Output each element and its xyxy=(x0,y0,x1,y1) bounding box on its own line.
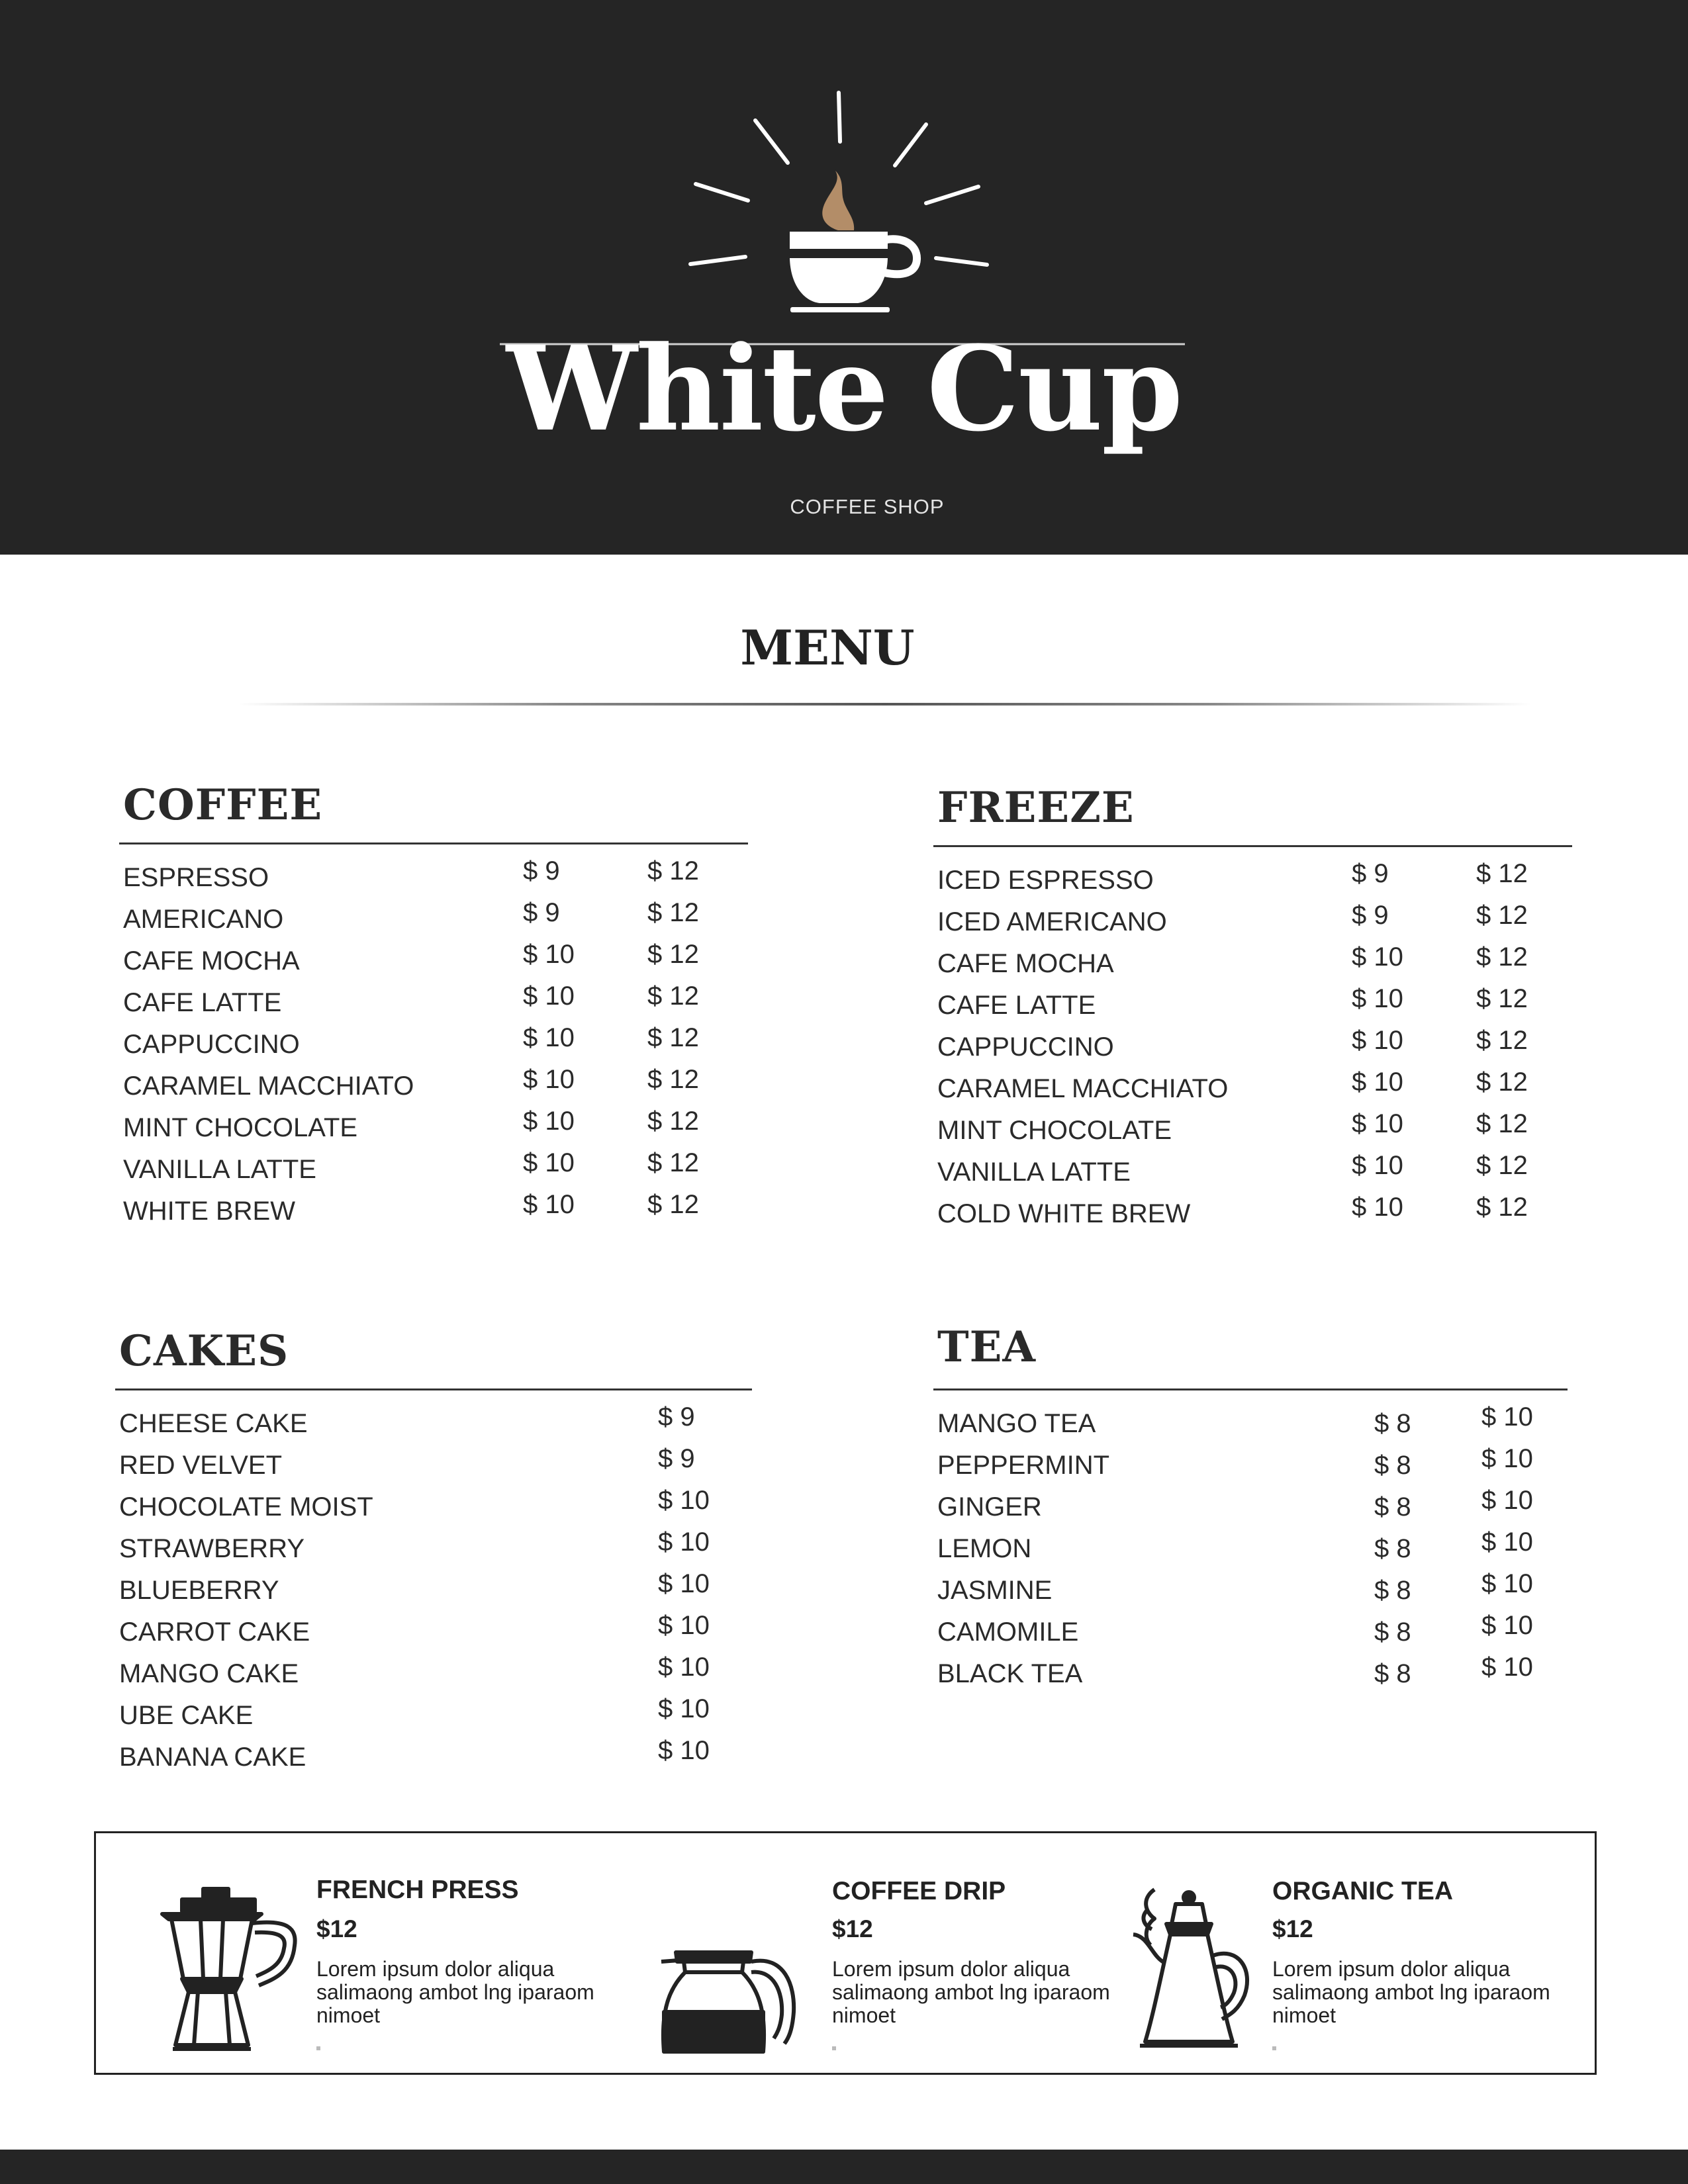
item-price-large: $ 10 xyxy=(1481,1402,1533,1432)
item-name: AMERICANO xyxy=(123,905,284,934)
item-price-large: $ 12 xyxy=(1476,984,1528,1013)
menu-item xyxy=(115,1737,752,1778)
item-name: BANANA CAKE xyxy=(119,1743,306,1772)
item-price-large: $ 12 xyxy=(647,856,699,886)
item-price-large: $ 12 xyxy=(1476,942,1528,972)
item-price-large: $ 12 xyxy=(647,1065,699,1094)
item-price-large: $ 12 xyxy=(1476,859,1528,888)
item-name: COLD WHITE BREW xyxy=(937,1199,1191,1228)
item-name: CAMOMILE xyxy=(937,1617,1079,1647)
menu-item xyxy=(115,1528,752,1570)
featured-title: COFFEE DRIP xyxy=(832,1877,1006,1905)
item-name: ESPRESSO xyxy=(123,863,269,892)
item-price-large: $ 12 xyxy=(647,940,699,969)
featured-box xyxy=(94,1831,1597,2075)
featured-price: $12 xyxy=(316,1915,357,1942)
item-price-large: $ 12 xyxy=(1476,1026,1528,1055)
item-price-large: $ 12 xyxy=(647,981,699,1011)
item-name: CAFE MOCHA xyxy=(123,946,300,976)
section-divider xyxy=(115,1388,752,1390)
item-name: RED VELVET xyxy=(119,1451,282,1480)
item-name: CAFE LATTE xyxy=(937,991,1096,1020)
featured-dot xyxy=(316,2046,320,2050)
item-price-small: $ 10 xyxy=(1352,1026,1403,1055)
coffee-carafe-icon xyxy=(659,1946,811,2065)
item-price-small: $ 10 xyxy=(523,1107,575,1136)
menu-item xyxy=(933,1486,1568,1528)
brand-tagline: COFFEE SHOP xyxy=(790,495,945,518)
item-name: CAPPUCCINO xyxy=(123,1030,300,1059)
item-price-large: $ 12 xyxy=(1476,1193,1528,1222)
menu-title: MENU xyxy=(740,619,915,676)
item-price-large: $ 12 xyxy=(647,898,699,927)
item-price-large: $ 10 xyxy=(1481,1486,1533,1515)
featured-description: Lorem ipsum dolor aliqua salimaong ambot lng iparaom nimoet xyxy=(832,1957,1110,2027)
item-price-large: $ 10 xyxy=(1481,1569,1533,1598)
menu-item xyxy=(115,1445,752,1486)
item-price-small: $ 10 xyxy=(523,981,575,1011)
item-price-large: $ 12 xyxy=(647,1190,699,1219)
item-name: MANGO CAKE xyxy=(119,1659,299,1688)
item-price-small: $ 8 xyxy=(1374,1659,1411,1688)
item-price: $ 10 xyxy=(658,1569,710,1598)
item-name: VANILLA LATTE xyxy=(937,1158,1131,1187)
item-price-small: $ 8 xyxy=(1374,1451,1411,1480)
menu-item xyxy=(933,1528,1568,1570)
section-divider xyxy=(933,845,1572,847)
item-name: CAPPUCCINO xyxy=(937,1032,1114,1062)
item-price-small: $ 10 xyxy=(1352,1193,1403,1222)
featured-dot xyxy=(832,2046,836,2050)
item-price-large: $ 12 xyxy=(647,1023,699,1052)
item-name: MINT CHOCOLATE xyxy=(123,1113,358,1142)
item-price-large: $ 10 xyxy=(1481,1653,1533,1682)
menu-item xyxy=(115,1695,752,1737)
item-price-small: $ 9 xyxy=(1352,859,1389,888)
item-price: $ 10 xyxy=(658,1486,710,1515)
menu-item xyxy=(119,1191,748,1232)
item-price: $ 10 xyxy=(658,1527,710,1557)
moka-pot-icon xyxy=(156,1880,314,2058)
menu-item xyxy=(115,1653,752,1695)
item-price: $ 10 xyxy=(658,1653,710,1682)
item-price-small: $ 10 xyxy=(1352,1151,1403,1180)
section-title: CAKES xyxy=(119,1326,289,1376)
menu-item xyxy=(115,1486,752,1528)
item-name: MINT CHOCOLATE xyxy=(937,1116,1172,1145)
item-price-small: $ 10 xyxy=(523,1190,575,1219)
item-name: UBE CAKE xyxy=(119,1701,254,1730)
item-name: LEMON xyxy=(937,1534,1032,1563)
item-name: BLACK TEA xyxy=(937,1659,1083,1688)
item-price-small: $ 8 xyxy=(1374,1534,1411,1563)
item-name: CAFE LATTE xyxy=(123,988,282,1017)
menu-item xyxy=(933,1445,1568,1486)
item-price-small: $ 10 xyxy=(1352,984,1403,1013)
item-price-small: $ 10 xyxy=(1352,1068,1403,1097)
section-coffee xyxy=(119,780,748,1248)
section-cakes xyxy=(115,1326,752,1794)
item-price-small: $ 8 xyxy=(1374,1409,1411,1438)
item-price-small: $ 10 xyxy=(523,1065,575,1094)
section-title: TEA xyxy=(937,1322,1037,1372)
section-title: FREEZE xyxy=(937,783,1135,833)
item-name: CHOCOLATE MOIST xyxy=(119,1492,373,1522)
featured-price: $12 xyxy=(832,1915,873,1942)
item-price-large: $ 12 xyxy=(647,1107,699,1136)
menu-item xyxy=(115,1570,752,1612)
menu-item xyxy=(933,1570,1568,1612)
featured-title: ORGANIC TEA xyxy=(1272,1877,1453,1905)
item-price-large: $ 12 xyxy=(1476,1151,1528,1180)
section-freeze xyxy=(933,783,1572,1250)
teapot-icon xyxy=(1125,1883,1258,2062)
item-name: STRAWBERRY xyxy=(119,1534,305,1563)
item-name: ICED AMERICANO xyxy=(937,907,1167,936)
item-price-small: $ 10 xyxy=(1352,942,1403,972)
item-name: PEPPERMINT xyxy=(937,1451,1110,1480)
item-name: VANILLA LATTE xyxy=(123,1155,316,1184)
item-name: BLUEBERRY xyxy=(119,1576,279,1605)
section-divider xyxy=(933,1388,1568,1390)
menu-item xyxy=(933,1193,1572,1235)
item-name: CAFE MOCHA xyxy=(937,949,1114,978)
featured-price: $12 xyxy=(1272,1915,1313,1942)
item-price-large: $ 10 xyxy=(1481,1444,1533,1473)
item-price-large: $ 10 xyxy=(1481,1527,1533,1557)
item-price-small: $ 9 xyxy=(523,856,560,886)
item-price-small: $ 9 xyxy=(523,898,560,927)
featured-title: FRENCH PRESS xyxy=(316,1876,519,1904)
item-price-small: $ 8 xyxy=(1374,1492,1411,1522)
item-price: $ 9 xyxy=(658,1444,695,1473)
menu-item xyxy=(933,1403,1568,1445)
item-name: MANGO TEA xyxy=(937,1409,1096,1438)
item-name: CARAMEL MACCHIATO xyxy=(937,1074,1229,1103)
menu-item xyxy=(933,1653,1568,1695)
brand-name: White Cup xyxy=(506,320,1182,457)
featured-description: Lorem ipsum dolor aliqua salimaong ambot lng iparaom nimoet xyxy=(316,1957,594,2027)
item-name: CARROT CAKE xyxy=(119,1617,310,1647)
featured-description: Lorem ipsum dolor aliqua salimaong ambot lng iparaom nimoet xyxy=(1272,1957,1550,2027)
menu-item xyxy=(115,1612,752,1653)
item-price: $ 10 xyxy=(658,1736,710,1765)
item-price-large: $ 12 xyxy=(1476,901,1528,930)
item-price-large: $ 12 xyxy=(1476,1109,1528,1138)
item-price-small: $ 10 xyxy=(1352,1109,1403,1138)
item-price-small: $ 10 xyxy=(523,1148,575,1177)
item-price-large: $ 12 xyxy=(647,1148,699,1177)
section-tea xyxy=(933,1322,1568,1701)
item-price-large: $ 12 xyxy=(1476,1068,1528,1097)
section-title: COFFEE xyxy=(123,780,323,830)
item-price: $ 10 xyxy=(658,1611,710,1640)
header-banner xyxy=(0,0,1688,555)
item-name: CARAMEL MACCHIATO xyxy=(123,1071,414,1101)
item-price-small: $ 8 xyxy=(1374,1576,1411,1605)
coffee-cup-icon xyxy=(0,0,1688,555)
section-divider xyxy=(119,842,748,844)
item-price-small: $ 10 xyxy=(523,940,575,969)
item-name: GINGER xyxy=(937,1492,1042,1522)
menu-item xyxy=(115,1403,752,1445)
item-name: CHEESE CAKE xyxy=(119,1409,308,1438)
item-name: ICED ESPRESSO xyxy=(937,866,1154,895)
featured-dot xyxy=(1272,2046,1276,2050)
menu-item xyxy=(933,1612,1568,1653)
item-price-large: $ 10 xyxy=(1481,1611,1533,1640)
footer-bar xyxy=(0,2150,1688,2184)
item-name: JASMINE xyxy=(937,1576,1053,1605)
item-name: WHITE BREW xyxy=(123,1197,295,1226)
item-price-small: $ 8 xyxy=(1374,1617,1411,1647)
item-price-small: $ 9 xyxy=(1352,901,1389,930)
menu-divider xyxy=(238,703,1531,705)
item-price-small: $ 10 xyxy=(523,1023,575,1052)
item-price: $ 10 xyxy=(658,1694,710,1723)
item-price: $ 9 xyxy=(658,1402,695,1432)
